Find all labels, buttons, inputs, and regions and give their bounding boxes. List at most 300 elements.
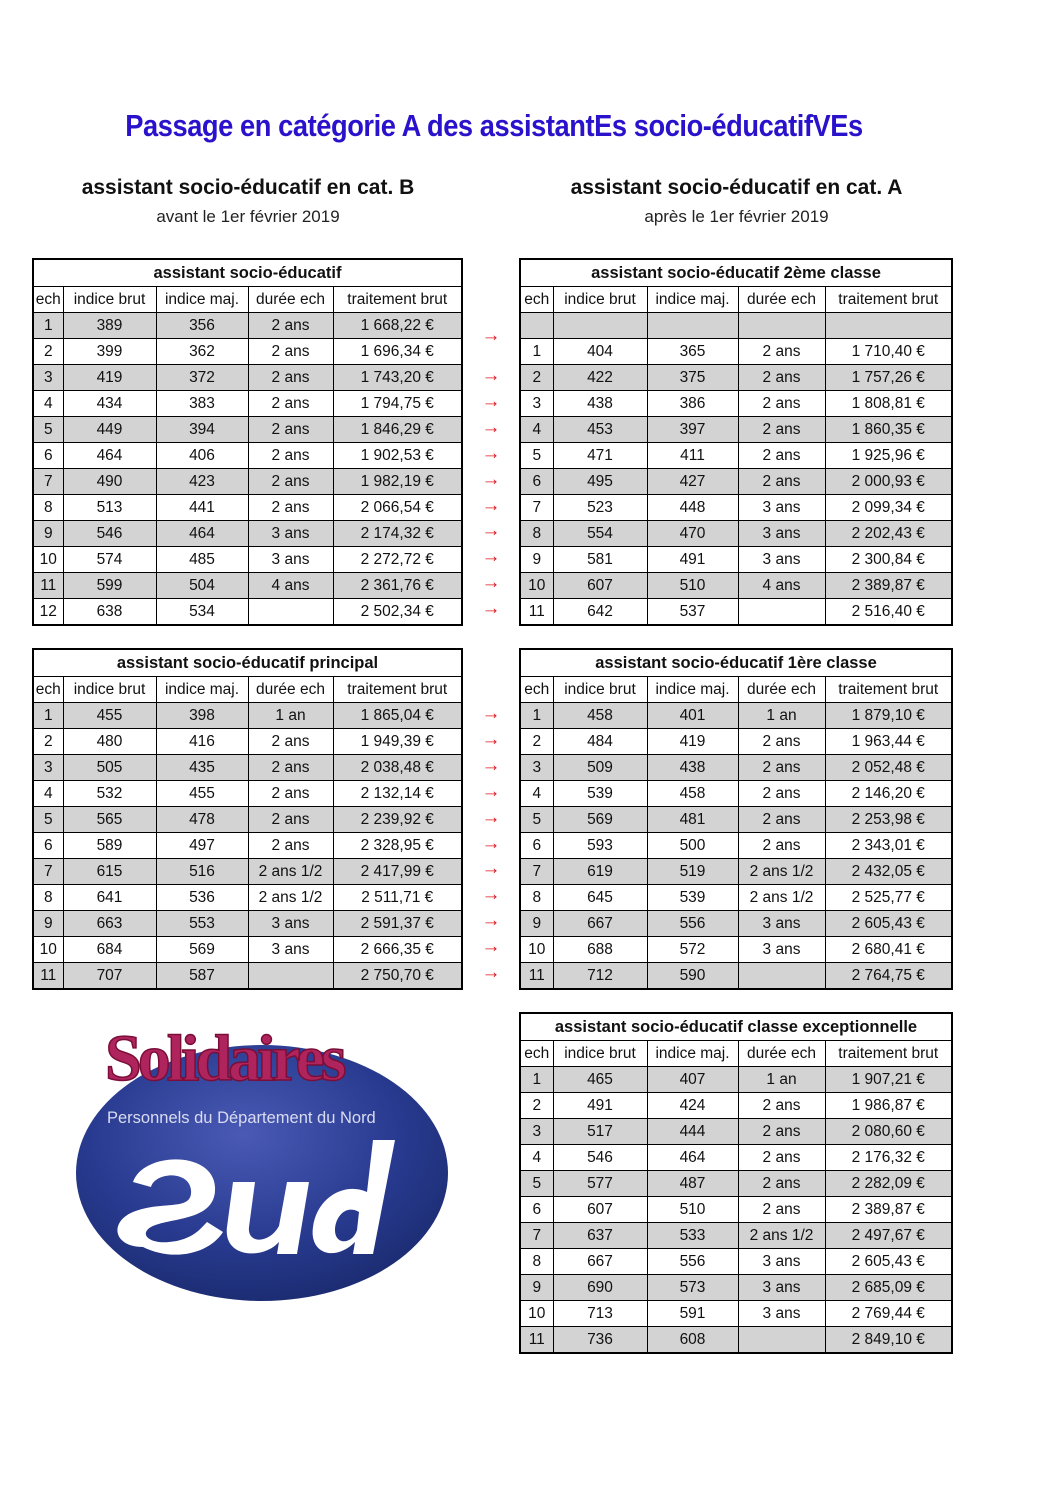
table-row — [520, 1093, 952, 1119]
ech-cell: 10 — [520, 937, 553, 963]
indice-brut-cell: 438 — [553, 391, 647, 417]
ech-cell: 12 — [33, 599, 63, 626]
traitement-brut-cell: 2 146,20 € — [825, 781, 952, 807]
traitement-brut-cell: 2 239,92 € — [333, 807, 462, 833]
traitement-brut-cell: 2 038,48 € — [333, 755, 462, 781]
indice-brut-cell: 453 — [553, 417, 647, 443]
duree-ech-cell: 2 ans — [738, 781, 825, 807]
indice-brut-cell: 495 — [553, 469, 647, 495]
duree-ech-cell: 2 ans 1/2 — [248, 859, 333, 885]
indice-brut-cell — [553, 313, 647, 339]
ech-cell: 7 — [520, 859, 553, 885]
indice-maj-cell: 510 — [647, 573, 738, 599]
indice-maj-cell: 587 — [156, 963, 248, 990]
duree-ech-cell: 4 ans — [738, 573, 825, 599]
column-header: indice maj. — [156, 287, 248, 313]
ech-cell: 7 — [33, 859, 63, 885]
indice-maj-cell: 464 — [647, 1145, 738, 1171]
arrow-icon: → — [481, 520, 501, 542]
ech-cell: 3 — [520, 755, 553, 781]
traitement-brut-cell: 2 849,10 € — [825, 1327, 952, 1354]
table-row — [33, 495, 462, 521]
traitement-brut-cell: 1 696,34 € — [333, 339, 462, 365]
indice-brut-cell: 532 — [63, 781, 156, 807]
table-row — [520, 443, 952, 469]
arrow-icon: → — [481, 962, 501, 983]
indice-brut-cell: 513 — [63, 495, 156, 521]
indice-maj-cell: 608 — [647, 1327, 738, 1354]
duree-ech-cell: 3 ans — [738, 495, 825, 521]
arrow-icon: → — [481, 780, 501, 802]
table-row — [520, 417, 952, 443]
indice-brut-cell: 480 — [63, 729, 156, 755]
traitement-brut-cell: 2 389,87 € — [825, 1197, 952, 1223]
duree-ech-cell: 2 ans — [248, 495, 333, 521]
table-ase-cat-b — [32, 258, 463, 626]
column-header: indice brut — [63, 677, 156, 703]
duree-ech-cell: 2 ans — [248, 807, 333, 833]
table-row — [33, 781, 462, 807]
duree-ech-cell — [248, 599, 333, 626]
traitement-brut-cell: 2 666,35 € — [333, 937, 462, 963]
ech-cell: 3 — [33, 755, 63, 781]
table-row — [33, 729, 462, 755]
traitement-brut-cell: 2 769,44 € — [825, 1301, 952, 1327]
table-row — [520, 573, 952, 599]
traitement-brut-cell: 2 511,71 € — [333, 885, 462, 911]
indice-maj-cell — [647, 313, 738, 339]
indice-maj-cell: 435 — [156, 755, 248, 781]
indice-maj-cell: 556 — [647, 1249, 738, 1275]
duree-ech-cell: 2 ans — [248, 729, 333, 755]
ech-cell: 4 — [33, 391, 63, 417]
indice-maj-cell: 394 — [156, 417, 248, 443]
indice-brut-cell: 434 — [63, 391, 156, 417]
table-row — [520, 1275, 952, 1301]
table-row — [33, 911, 462, 937]
indice-brut-cell: 615 — [63, 859, 156, 885]
table-row — [520, 1327, 952, 1354]
table-row — [520, 755, 952, 781]
column-header: ech — [520, 1041, 553, 1067]
column-header: indice maj. — [647, 677, 738, 703]
arrow-icon: → — [481, 416, 501, 438]
traitement-brut-cell: 2 174,32 € — [333, 521, 462, 547]
traitement-brut-cell: 1 986,87 € — [825, 1093, 952, 1119]
indice-brut-cell: 581 — [553, 547, 647, 573]
ech-cell: 3 — [520, 391, 553, 417]
indice-brut-cell: 638 — [63, 599, 156, 626]
column-header: traitement brut — [825, 287, 952, 313]
arrow-icon: → — [481, 884, 501, 906]
traitement-brut-cell: 1 963,44 € — [825, 729, 952, 755]
duree-ech-cell: 2 ans — [738, 833, 825, 859]
table-row — [33, 573, 462, 599]
indice-brut-cell: 637 — [553, 1223, 647, 1249]
table-row — [33, 885, 462, 911]
column-header: durée ech — [248, 677, 333, 703]
indice-maj-cell: 438 — [647, 755, 738, 781]
ech-cell: 10 — [520, 573, 553, 599]
indice-brut-cell: 449 — [63, 417, 156, 443]
ech-cell: 8 — [520, 521, 553, 547]
right-header-subtitle: après le 1er février 2019 — [644, 207, 829, 226]
table-title: assistant socio-éducatif 1ère classe — [520, 649, 952, 677]
duree-ech-cell: 1 an — [738, 1067, 825, 1093]
indice-maj-cell: 401 — [647, 703, 738, 729]
table-row — [520, 391, 952, 417]
traitement-brut-cell: 2 282,09 € — [825, 1171, 952, 1197]
table-row — [520, 781, 952, 807]
indice-brut-cell: 523 — [553, 495, 647, 521]
ech-cell: 5 — [33, 417, 63, 443]
duree-ech-cell: 1 an — [738, 703, 825, 729]
ech-cell: 4 — [520, 781, 553, 807]
table-row — [33, 313, 462, 339]
traitement-brut-cell: 2 605,43 € — [825, 1249, 952, 1275]
right-column-header — [519, 176, 954, 227]
column-header: ech — [33, 677, 63, 703]
traitement-brut-cell: 1 879,10 € — [825, 703, 952, 729]
traitement-brut-cell: 1 982,19 € — [333, 469, 462, 495]
indice-maj-cell: 406 — [156, 443, 248, 469]
traitement-brut-cell: 2 685,09 € — [825, 1275, 952, 1301]
duree-ech-cell: 2 ans — [248, 313, 333, 339]
indice-brut-cell: 574 — [63, 547, 156, 573]
indice-maj-cell: 470 — [647, 521, 738, 547]
table-row — [520, 833, 952, 859]
table-row — [520, 937, 952, 963]
indice-brut-cell: 546 — [553, 1145, 647, 1171]
table-title: assistant socio-éducatif — [33, 259, 462, 287]
column-header: indice maj. — [647, 287, 738, 313]
ech-cell: 8 — [33, 885, 63, 911]
table-row — [33, 599, 462, 626]
duree-ech-cell: 4 ans — [248, 573, 333, 599]
traitement-brut-cell: 2 361,76 € — [333, 573, 462, 599]
ech-cell: 10 — [33, 937, 63, 963]
duree-ech-cell: 3 ans — [248, 937, 333, 963]
indice-maj-cell: 427 — [647, 469, 738, 495]
indice-maj-cell: 504 — [156, 573, 248, 599]
table-row — [33, 521, 462, 547]
left-header-subtitle: avant le 1er février 2019 — [156, 207, 340, 226]
indice-maj-cell: 533 — [647, 1223, 738, 1249]
column-header: durée ech — [738, 677, 825, 703]
duree-ech-cell — [738, 1327, 825, 1354]
indice-maj-cell: 478 — [156, 807, 248, 833]
ech-cell — [520, 313, 553, 339]
logo-tagline: Personnels du Département du Nord — [107, 1109, 376, 1127]
table-row — [520, 495, 952, 521]
traitement-brut-cell: 2 099,34 € — [825, 495, 952, 521]
indice-brut-cell: 713 — [553, 1301, 647, 1327]
ech-cell: 6 — [33, 833, 63, 859]
arrow-icon: → — [481, 468, 501, 490]
duree-ech-cell: 2 ans — [738, 469, 825, 495]
table-row — [33, 807, 462, 833]
traitement-brut-cell: 2 389,87 € — [825, 573, 952, 599]
ech-cell: 1 — [520, 703, 553, 729]
indice-brut-cell: 619 — [553, 859, 647, 885]
ech-cell: 7 — [520, 1223, 553, 1249]
ech-cell: 6 — [520, 1197, 553, 1223]
table-row — [520, 1119, 952, 1145]
ech-cell: 6 — [520, 469, 553, 495]
indice-maj-cell: 375 — [647, 365, 738, 391]
duree-ech-cell: 3 ans — [738, 1275, 825, 1301]
table-row — [520, 807, 952, 833]
table-row — [520, 1249, 952, 1275]
indice-brut-cell: 667 — [553, 911, 647, 937]
indice-maj-cell: 572 — [647, 937, 738, 963]
column-header: indice brut — [553, 1041, 647, 1067]
indice-maj-cell: 365 — [647, 339, 738, 365]
arrow-icon: → — [481, 936, 501, 958]
traitement-brut-cell — [825, 313, 952, 339]
traitement-brut-cell: 2 066,54 € — [333, 495, 462, 521]
table-title: assistant socio-éducatif principal — [33, 649, 462, 677]
indice-maj-cell: 539 — [647, 885, 738, 911]
indice-brut-cell: 517 — [553, 1119, 647, 1145]
traitement-brut-cell: 1 668,22 € — [333, 313, 462, 339]
indice-brut-cell: 663 — [63, 911, 156, 937]
indice-brut-cell: 565 — [63, 807, 156, 833]
ech-cell: 4 — [520, 417, 553, 443]
indice-maj-cell: 510 — [647, 1197, 738, 1223]
duree-ech-cell: 3 ans — [248, 911, 333, 937]
column-header: ech — [520, 287, 553, 313]
ech-cell: 1 — [520, 339, 553, 365]
table-title: assistant socio-éducatif 2ème classe — [520, 259, 952, 287]
traitement-brut-cell: 1 925,96 € — [825, 443, 952, 469]
traitement-brut-cell: 2 328,95 € — [333, 833, 462, 859]
ech-cell: 7 — [33, 469, 63, 495]
table-row — [520, 521, 952, 547]
duree-ech-cell: 2 ans — [738, 391, 825, 417]
duree-ech-cell: 3 ans — [738, 937, 825, 963]
ech-cell: 1 — [33, 703, 63, 729]
table-row — [520, 703, 952, 729]
indice-brut-cell: 589 — [63, 833, 156, 859]
traitement-brut-cell: 1 907,21 € — [825, 1067, 952, 1093]
table-row — [33, 469, 462, 495]
arrow-icon: → — [481, 494, 501, 516]
duree-ech-cell: 2 ans 1/2 — [738, 1223, 825, 1249]
indice-maj-cell: 455 — [156, 781, 248, 807]
table-row — [520, 911, 952, 937]
page-title: Passage en catégorie A des assistantEs socio-éducatifVEs — [125, 108, 863, 143]
indice-maj-cell: 553 — [156, 911, 248, 937]
traitement-brut-cell: 2 253,98 € — [825, 807, 952, 833]
column-header: traitement brut — [333, 287, 462, 313]
indice-brut-cell: 419 — [63, 365, 156, 391]
table-row — [520, 885, 952, 911]
indice-maj-cell: 411 — [647, 443, 738, 469]
duree-ech-cell: 2 ans — [248, 781, 333, 807]
traitement-brut-cell: 2 525,77 € — [825, 885, 952, 911]
indice-brut-cell: 399 — [63, 339, 156, 365]
indice-brut-cell: 505 — [63, 755, 156, 781]
indice-maj-cell: 556 — [647, 911, 738, 937]
duree-ech-cell: 3 ans — [738, 521, 825, 547]
indice-maj-cell: 536 — [156, 885, 248, 911]
indice-maj-cell: 537 — [647, 599, 738, 626]
indice-maj-cell: 416 — [156, 729, 248, 755]
indice-maj-cell: 356 — [156, 313, 248, 339]
solidaires-sud-logo — [73, 1022, 451, 1304]
duree-ech-cell: 3 ans — [738, 911, 825, 937]
duree-ech-cell: 2 ans 1/2 — [248, 885, 333, 911]
traitement-brut-cell: 2 417,99 € — [333, 859, 462, 885]
table-row — [520, 313, 952, 339]
indice-maj-cell: 497 — [156, 833, 248, 859]
duree-ech-cell — [248, 963, 333, 990]
indice-brut-cell: 707 — [63, 963, 156, 990]
table-row — [520, 729, 952, 755]
duree-ech-cell: 2 ans — [738, 1093, 825, 1119]
left-column-header — [32, 176, 464, 227]
indice-maj-cell: 424 — [647, 1093, 738, 1119]
indice-maj-cell: 419 — [647, 729, 738, 755]
column-header: durée ech — [738, 1041, 825, 1067]
ech-cell: 5 — [520, 1171, 553, 1197]
right-header-title: assistant socio-éducatif en cat. A — [570, 176, 903, 199]
table-row — [33, 365, 462, 391]
indice-brut-cell: 389 — [63, 313, 156, 339]
indice-brut-cell: 455 — [63, 703, 156, 729]
indice-maj-cell: 500 — [647, 833, 738, 859]
traitement-brut-cell: 1 794,75 € — [333, 391, 462, 417]
traitement-brut-cell: 1 743,20 € — [333, 365, 462, 391]
indice-brut-cell: 484 — [553, 729, 647, 755]
duree-ech-cell: 2 ans — [248, 417, 333, 443]
column-header: indice brut — [553, 287, 647, 313]
arrow-icon: → — [481, 858, 501, 880]
traitement-brut-cell: 2 132,14 € — [333, 781, 462, 807]
indice-brut-cell: 607 — [553, 573, 647, 599]
traitement-brut-cell: 1 808,81 € — [825, 391, 952, 417]
duree-ech-cell: 3 ans — [738, 1249, 825, 1275]
table-row — [520, 1067, 952, 1093]
ech-cell: 1 — [33, 313, 63, 339]
table-row — [520, 1171, 952, 1197]
ech-cell: 6 — [520, 833, 553, 859]
arrow-icon: → — [481, 728, 501, 750]
duree-ech-cell: 2 ans — [248, 833, 333, 859]
traitement-brut-cell: 2 343,01 € — [825, 833, 952, 859]
table-title: assistant socio-éducatif classe exceptionnelle — [520, 1013, 952, 1041]
table-row — [520, 1145, 952, 1171]
traitement-brut-cell: 2 497,67 € — [825, 1223, 952, 1249]
table-row — [33, 833, 462, 859]
duree-ech-cell — [738, 963, 825, 990]
left-header-title: assistant socio-éducatif en cat. B — [81, 176, 415, 199]
column-header: indice maj. — [156, 677, 248, 703]
ech-cell: 11 — [33, 573, 63, 599]
indice-brut-cell: 465 — [553, 1067, 647, 1093]
traitement-brut-cell: 2 052,48 € — [825, 755, 952, 781]
indice-brut-cell: 641 — [63, 885, 156, 911]
table-row — [33, 937, 462, 963]
indice-brut-cell: 471 — [553, 443, 647, 469]
table-row — [33, 339, 462, 365]
ech-cell: 10 — [520, 1301, 553, 1327]
table-ase-2eme-classe — [519, 258, 953, 626]
ech-cell: 10 — [33, 547, 63, 573]
duree-ech-cell — [738, 313, 825, 339]
duree-ech-cell: 2 ans — [738, 1145, 825, 1171]
indice-brut-cell: 458 — [553, 703, 647, 729]
table-row — [520, 1197, 952, 1223]
duree-ech-cell: 2 ans — [738, 1171, 825, 1197]
indice-brut-cell: 569 — [553, 807, 647, 833]
traitement-brut-cell: 2 764,75 € — [825, 963, 952, 990]
indice-maj-cell: 458 — [647, 781, 738, 807]
ech-cell: 8 — [520, 1249, 553, 1275]
table-row — [33, 443, 462, 469]
traitement-brut-cell: 2 502,34 € — [333, 599, 462, 626]
indice-maj-cell: 362 — [156, 339, 248, 365]
table-row — [33, 391, 462, 417]
duree-ech-cell: 2 ans 1/2 — [738, 885, 825, 911]
ech-cell: 7 — [520, 495, 553, 521]
arrow-icon: → — [481, 910, 501, 932]
indice-maj-cell: 573 — [647, 1275, 738, 1301]
indice-maj-cell: 534 — [156, 599, 248, 626]
traitement-brut-cell: 2 750,70 € — [333, 963, 462, 990]
column-header: ech — [520, 677, 553, 703]
duree-ech-cell: 2 ans — [738, 443, 825, 469]
column-header: traitement brut — [333, 677, 462, 703]
table-row — [520, 1223, 952, 1249]
ech-cell: 2 — [33, 339, 63, 365]
indice-brut-cell: 554 — [553, 521, 647, 547]
ech-cell: 8 — [520, 885, 553, 911]
duree-ech-cell: 3 ans — [248, 547, 333, 573]
indice-maj-cell: 444 — [647, 1119, 738, 1145]
indice-maj-cell: 485 — [156, 547, 248, 573]
arrow-icon: → — [481, 390, 501, 412]
indice-brut-cell: 690 — [553, 1275, 647, 1301]
ech-cell: 4 — [520, 1145, 553, 1171]
table-ase-principal — [32, 648, 463, 990]
table-row — [33, 963, 462, 990]
table-row — [520, 339, 952, 365]
traitement-brut-cell: 2 176,32 € — [825, 1145, 952, 1171]
arrow-icon: → — [481, 806, 501, 828]
ech-cell: 9 — [520, 1275, 553, 1301]
indice-brut-cell: 422 — [553, 365, 647, 391]
traitement-brut-cell: 1 860,35 € — [825, 417, 952, 443]
duree-ech-cell: 2 ans — [738, 417, 825, 443]
indice-maj-cell: 516 — [156, 859, 248, 885]
indice-brut-cell: 736 — [553, 1327, 647, 1354]
table-row — [520, 963, 952, 990]
table-row — [520, 1301, 952, 1327]
ech-cell: 3 — [520, 1119, 553, 1145]
arrow-icon: → — [481, 572, 501, 594]
indice-maj-cell: 464 — [156, 521, 248, 547]
ech-cell: 9 — [33, 911, 63, 937]
duree-ech-cell: 2 ans — [738, 755, 825, 781]
table-row — [520, 365, 952, 391]
indice-maj-cell: 398 — [156, 703, 248, 729]
ech-cell: 11 — [520, 963, 553, 990]
indice-maj-cell: 591 — [647, 1301, 738, 1327]
ech-cell: 9 — [520, 911, 553, 937]
indice-maj-cell: 372 — [156, 365, 248, 391]
